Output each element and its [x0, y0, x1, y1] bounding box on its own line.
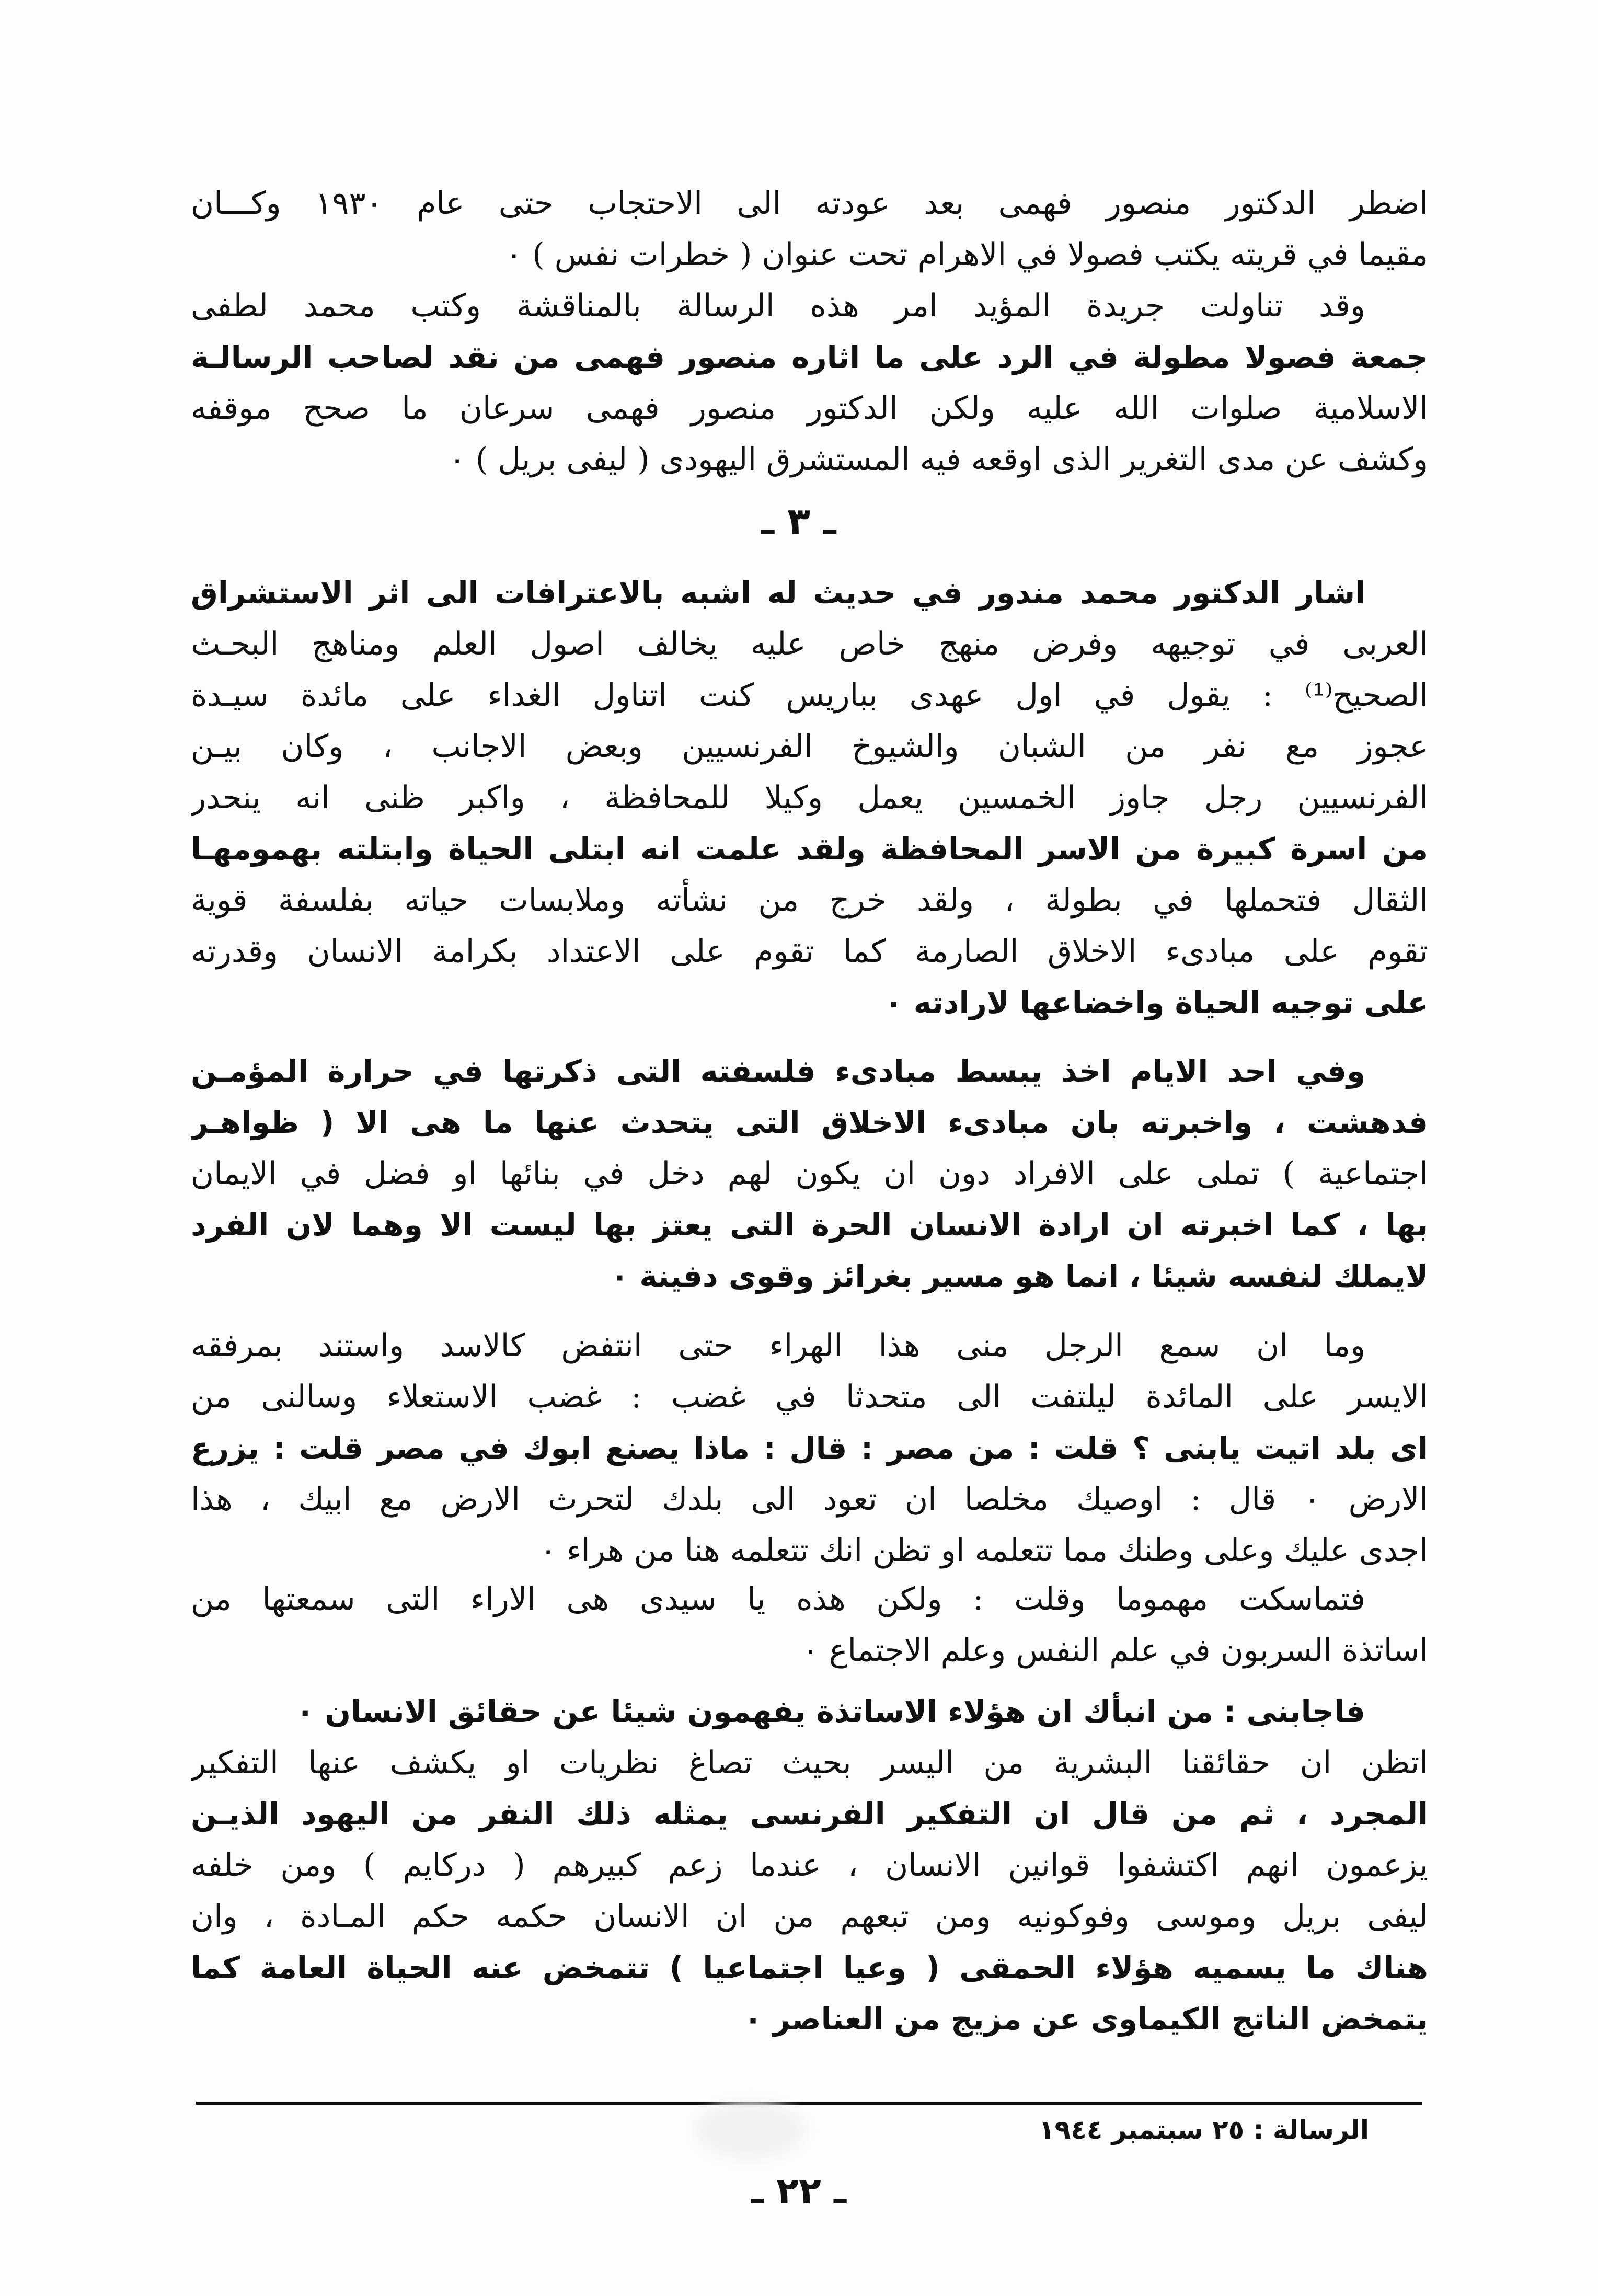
intro-block — [191, 178, 1428, 485]
section-number: ـ ٣ ـ — [761, 499, 836, 543]
text-line: عجوز مع نفر من الشبان والشيوخ الفرنسيين وبعض الاجانب ، وكان بيـن — [191, 728, 1428, 765]
text-line: بها ، كما اخبرته ان ارادة الانسان الحرة التى يعتز بها ليست الا وهما لان الفرد — [191, 1207, 1428, 1243]
text-line: الايسر على المائدة ليلتفت الى متحدثا في غضب : غضب الاستعلاء وسالنى من — [191, 1379, 1428, 1415]
text-line: مقيما في قريته يكتب فصولا في الاهرام تحت عنوان ( خطرات نفس ) ٠ — [505, 236, 1428, 273]
text-line: من اسرة كبيرة من الاسر المحافظة ولقد علمت انه ابتلى الحياة وابتلته بهمومهـا — [191, 831, 1428, 867]
paragraph-4 — [191, 1574, 1428, 1676]
text-line: وكشف عن مدى التغرير الذى اوقعه فيه المستشرق اليهودى ( ليفى بريل ) ٠ — [449, 441, 1428, 478]
footnote-divider — [196, 2102, 1422, 2105]
page-number: ـ ٢٢ ـ — [751, 2169, 847, 2212]
text-line: وما ان سمع الرجل منى هذا الهراء حتى انتفض كالاسد واستند بمرفقه — [191, 1327, 1365, 1364]
text-line: لايملك لنفسه شيئا ، انما هو مسير بغرائز وقوى دفينة ٠ — [610, 1258, 1428, 1294]
text-line: وفي احد الايام اخذ يبسط مبادىء فلسفته التى ذكرتها في حرارة المؤمـن — [191, 1053, 1365, 1089]
text-line: اجدى عليك وعلى وطنك مما تتعلمه او تظن انك تتعلمه هنا من هراء ٠ — [539, 1532, 1428, 1569]
text-line: يزعمون انهم اكتشفوا قوانين الانسان ، عندما زعم كبيرهم ( دركايم ) ومن خلفه — [191, 1847, 1428, 1884]
text-line: اشار الدكتور محمد مندور في حديث له اشبه بالاعترافات الى اثر الاستشراق — [191, 575, 1365, 611]
paragraph-2 — [191, 1046, 1428, 1302]
text-line: فدهشت ، واخبرته بان مبادىء الاخلاق التى يتحدث عنها ما هى الا ( ظواهـر — [191, 1105, 1428, 1140]
text-line: المجرد ، ثم من قال ان التفكير الفرنسى يمثله ذلك النفر من اليهود الذيـن — [191, 1796, 1428, 1832]
paragraph-3 — [191, 1320, 1428, 1576]
text-line: اجتماعية ) تملى على الافراد دون ان يكون لهم دخل في بنائها او فضل في الايمان — [191, 1155, 1428, 1192]
text-line: يتمخض الناتج الكيماوى عن مزيج من العناصر ٠ — [743, 2001, 1428, 2037]
text-line: تقوم على مبادىء الاخلاق الصارمة كما تقوم على الاعتداد بكرامة الانسان وقدرته — [191, 933, 1428, 970]
text-line: هناك ما يسميه هؤلاء الحمقى ( وعيا اجتماعيا ) تتمخض عنه الحياة العامة كما — [191, 1950, 1428, 1985]
text-line: الصحيح⁽¹⁾ : يقول في اول عهدى بباريس كنت اتناول الغداء على مائدة سيـدة — [191, 677, 1428, 714]
text-line: وقد تناولت جريدة المؤيد امر هذه الرسالة بالمناقشة وكتب محمد لطفى — [191, 288, 1365, 324]
text-line: الارض ٠ قال : اوصيك مخلصا ان تعود الى بلدك لتحرث الارض مع ابيك ، هذا — [191, 1481, 1428, 1518]
text-line: ليفى بريل وموسى وفوكونيه ومن تبعهم من ان الانسان حكمه حكم المـادة ، وان — [191, 1898, 1428, 1935]
text-line: فتماسكت مهموما وقلت : ولكن هذه يا سيدى هى الاراء التى سمعتها من — [191, 1581, 1365, 1617]
footnote: الرسالة : ٢٥ سبتمبر ١٩٤٤ — [1039, 2115, 1369, 2145]
text-line: اى بلد اتيت يابنى ؟ قلت : من مصر : قال : ماذا يصنع ابوك في مصر قلت : يزرع — [191, 1430, 1428, 1466]
text-line: الثقال فتحملها في بطولة ، ولقد خرج من نشأته وملابسات حياته بفلسفة قوية — [191, 882, 1428, 919]
text-line: اتظن ان حقائقنا البشرية من اليسر بحيث تصاغ نظريات او يكشف عنها التفكير — [191, 1744, 1428, 1781]
text-line: على توجيه الحياة واخضاعها لارادته ٠ — [884, 985, 1428, 1020]
text-line: جمعة فصولا مطولة في الرد على ما اثاره منصور فهمى من نقد لصاحب الرسالـة — [191, 339, 1428, 375]
paragraph-5 — [191, 1686, 1428, 2045]
text-line: فاجابنى : من انبأك ان هؤلاء الاساتذة يفهمون شيئا عن حقائق الانسان ٠ — [295, 1694, 1365, 1729]
text-line: اضطر الدكتور منصور فهمى بعد عودته الى الاحتجاب حتى عام ١٩٣٠ وكـــان — [191, 185, 1428, 222]
text-line: اساتذة السربون في علم النفس وعلم الاجتماع ٠ — [802, 1632, 1428, 1669]
paragraph-1 — [191, 567, 1428, 1028]
paper-smudge — [695, 2102, 805, 2159]
text-line: العربى في توجيهه وفرض منهج خاص عليه يخالف اصول العلم ومناهج البحـث — [191, 626, 1428, 662]
text-line: الاسلامية صلوات الله عليه ولكن الدكتور منصور فهمى سرعان ما صحح موقفه — [191, 390, 1428, 427]
text-line: الفرنسيين رجل جاوز الخمسين يعمل وكيلا للمحافظة ، واكبر ظنى انه ينحدر — [191, 779, 1428, 816]
